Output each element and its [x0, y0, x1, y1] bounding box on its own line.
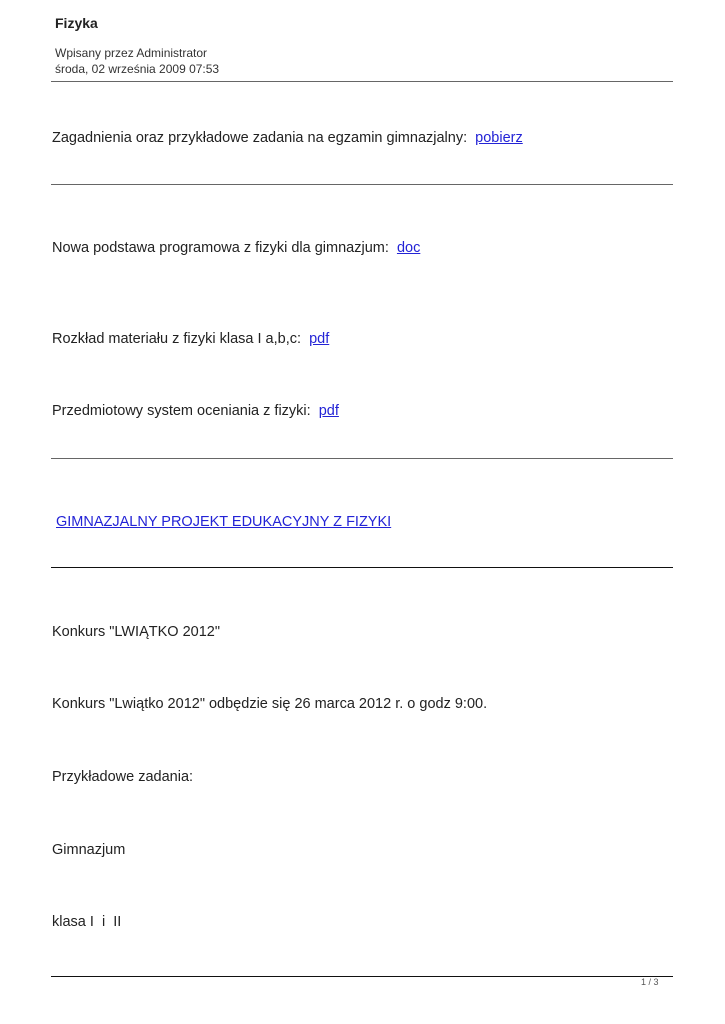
curriculum-text: Nowa podstawa programowa z fizyki dla gimnazjum: — [52, 240, 389, 256]
exam-topics-text: Zagadnienia oraz przykładowe zadania na egzamin gimnazjalny: — [52, 130, 468, 146]
section-divider — [51, 458, 673, 459]
material-plan-pdf-link[interactable]: pdf — [309, 331, 330, 347]
school-level: Gimnazjum — [52, 842, 126, 858]
contest-date: Konkurs "Lwiątko 2012" odbędzie się 26 marca 2012 r. o godz 9:00. — [52, 696, 488, 712]
material-plan-line — [52, 331, 329, 347]
page-title: Fizyka — [55, 15, 98, 31]
material-plan-text: Rozkład materiału z fizyki klasa I a,b,c: — [52, 331, 302, 347]
date-line: środa, 02 września 2009 07:53 — [55, 62, 220, 76]
header-divider — [51, 81, 673, 82]
section-divider — [51, 184, 673, 185]
contest-title: Konkurs "LWIĄTKO 2012" — [52, 624, 220, 640]
exam-topics-line — [52, 130, 523, 146]
grading-system-pdf-link[interactable]: pdf — [318, 403, 339, 419]
page-number: 1 / 3 — [641, 977, 659, 987]
footer-divider — [51, 976, 673, 977]
curriculum-line — [52, 240, 420, 256]
author-line: Wpisany przez Administrator — [55, 46, 208, 60]
sample-tasks-heading: Przykładowe zadania: — [52, 769, 194, 785]
section-divider — [51, 567, 673, 568]
grading-system-line — [52, 403, 339, 419]
grading-system-text: Przedmiotowy system oceniania z fizyki: — [52, 403, 311, 419]
curriculum-doc-link[interactable]: doc — [396, 240, 421, 256]
grade-level: klasa I i II — [52, 914, 122, 930]
project-link[interactable]: GIMNAZJALNY PROJEKT EDUKACYJNY Z FIZYKI — [56, 514, 392, 530]
exam-topics-download-link[interactable]: pobierz — [475, 130, 523, 146]
